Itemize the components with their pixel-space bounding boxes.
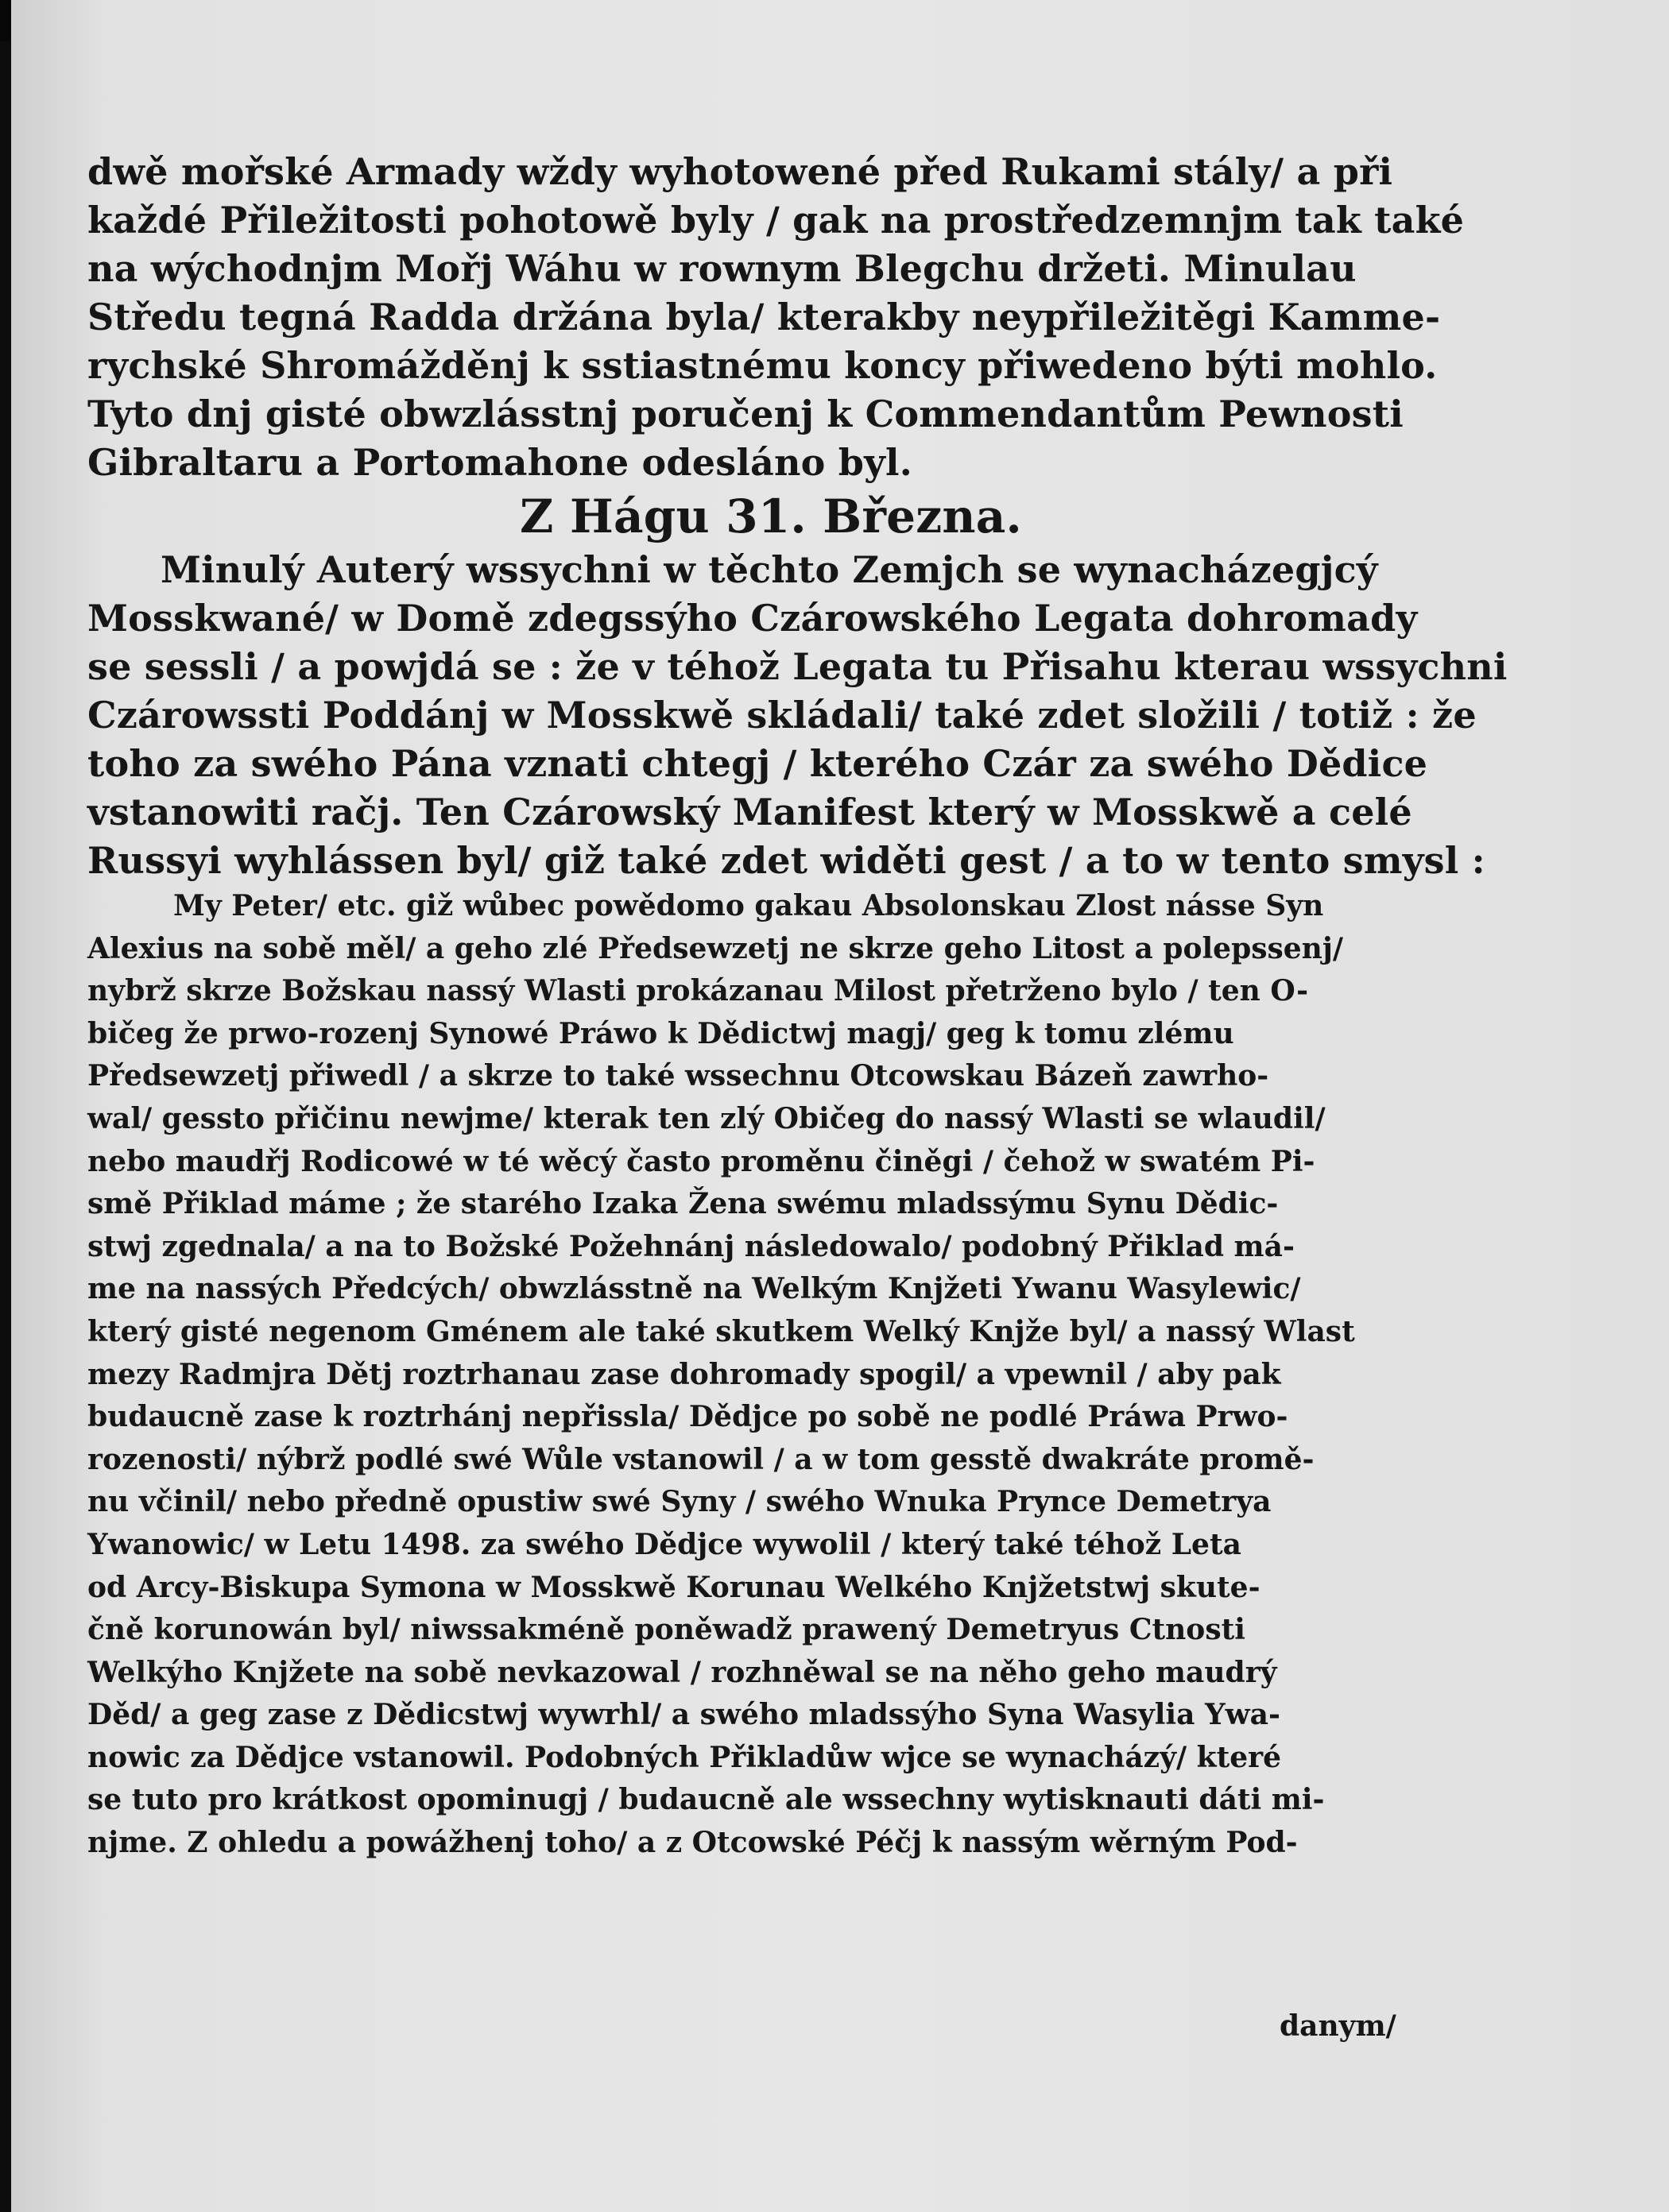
text-line: rozenosti/ nýbrž podlé swé Wůle vstanowil / a w tom gesstě dwakráte promě-: [87, 1442, 1315, 1476]
text-line: se sessli / a powjdá se : že v téhož Legata tu Přisahu kterau wssychni: [87, 645, 1508, 688]
text-line: smě Přiklad máme ; že starého Izaka Žena swému mladssýmu Synu Dědic-: [87, 1187, 1279, 1221]
text-line: Gibraltaru a Portomahone odesláno byl.: [87, 441, 912, 484]
text-line: nowic za Dědjce vstanowil. Podobných Přikladůw wjce se wynacházý/ které: [87, 1740, 1282, 1774]
text-line: Russyi wyhlássen byl/ giž také zdet widěti gest / a to w tento smysl :: [87, 839, 1485, 882]
text-line: Welkýho Knjžete na sobě nevkazowal / rozhněwal se na něho geho maudrý: [87, 1655, 1277, 1689]
text-line: Děd/ a geg zase z Dědicstwj wywrhl/ a swého mladssýho Syna Wasylia Ywa-: [87, 1698, 1280, 1732]
text-line: Předsewzetj přiwedl / a skrze to také wssechnu Otcowskau Bázeň zawrho-: [87, 1059, 1269, 1093]
text-line: Mosskwané/ w Domě zdegssýho Czárowského Legata dohromady: [87, 597, 1418, 640]
text-line: na wýchodnjm Mořj Wáhu w rownym Blegchu držeti. Minulau: [87, 247, 1357, 290]
text-line: dwě mořské Armady wždy wyhotowené před Rukami stály/ a při: [87, 150, 1393, 193]
text-line: Minulý Auterý wssychni w těchto Zemjch se wynacházegjcý: [161, 548, 1378, 591]
text-line: toho za swého Pána vznati chtegj / kterého Czár za swého Dědice: [87, 742, 1428, 785]
book-page: [11, 0, 1669, 2212]
text-line: čně korunowán byl/ niwssakméně poněwadž prawený Demetryus Ctnosti: [87, 1613, 1245, 1647]
text-line: Czárowssti Poddánj w Mosskwě skládali/ také zdet složili / totiž : že: [87, 694, 1477, 737]
text-line: budaucně zase k roztrhánj nepřissla/ Dědjce po sobě ne podlé Práwa Prwo-: [87, 1400, 1288, 1434]
section-heading: Z Hágu 31. Března.: [520, 489, 1022, 543]
text-line: nu včinil/ nebo předně opustiw swé Syny / swého Wnuka Pryncе Demetrya: [87, 1485, 1272, 1519]
text-line: stwj zgednala/ a na to Božské Požehnánj následowalo/ podobný Přiklad má-: [87, 1229, 1295, 1263]
text-line: Alexius na sobě měl/ a geho zlé Předsewzetj ne skrze geho Litost a polepssenj/: [87, 931, 1344, 965]
catchword: danym/: [1280, 2009, 1396, 2043]
text-line: njme. Z ohledu a powážhenj toho/ a z Otcowské Péčj k nassým wěrným Pod-: [87, 1826, 1298, 1860]
text-line: mezy Radmjra Dětj roztrhanau zase dohromady spogil/ a vpewnil / aby pak: [87, 1357, 1281, 1391]
scan-binding-shadow: [0, 0, 11, 2212]
text-line: Tyto dnj gisté obwzlásstnj poručenj k Commendantům Pewnosti: [87, 393, 1404, 435]
text-line: Ywanowic/ w Letu 1498. za swého Dědjce wywolil / který také téhož Leta: [87, 1527, 1241, 1561]
text-line: od Arcy-Biskupa Symona w Mosskwě Korunau Welkého Knjžetstwj skute-: [87, 1570, 1260, 1604]
text-line: My Peter/ etc. giž wůbec powědomo gakau Absolonskau Zlost násse Syn: [173, 889, 1324, 922]
text-line: nybrž skrze Božskau nassý Wlasti prokázanau Milost přetrženo bylo / ten O-: [87, 974, 1309, 1008]
text-line: me na nassých Předcých/ obwzlásstně na Welkým Knjžeti Ywanu Wasylewic/: [87, 1272, 1301, 1306]
text-line: každé Přiležitosti pohotowě byly / gak na prostředzemnjm tak také: [87, 199, 1465, 242]
text-line: se tuto pro krátkost opominugj / budaucně ale wssechny wytisknauti dáti mi-: [87, 1783, 1325, 1817]
text-line: vstanowiti račj. Ten Czárowský Manifest který w Mosskwě a celé: [87, 791, 1412, 833]
text-line: nebo maudřj Rodicowé w té wěcý často proměnu činěgi / čehož w swatém Pi-: [87, 1144, 1315, 1178]
page-text: [87, 148, 1508, 1865]
text-line: rychské Shromážděnj k sstiastnému koncy přiwedeno býti mohlo.: [87, 344, 1438, 387]
text-line: bičeg že prwo-rozenj Synowé Práwo k Dědictwj magj/ geg k tomu zlému: [87, 1016, 1234, 1050]
text-line: Středu tegná Radda držána byla/ kterakby neypřiležitěgi Kamme-: [87, 296, 1441, 338]
text-line: wal/ gessto přičinu newjme/ kterak ten zlý Običeg do nassý Wlasti se wlaudil/: [87, 1101, 1326, 1135]
text-line: který gisté negenom Gménem ale také skutkem Welký Knjže byl/ a nassý Wlast: [87, 1314, 1355, 1348]
